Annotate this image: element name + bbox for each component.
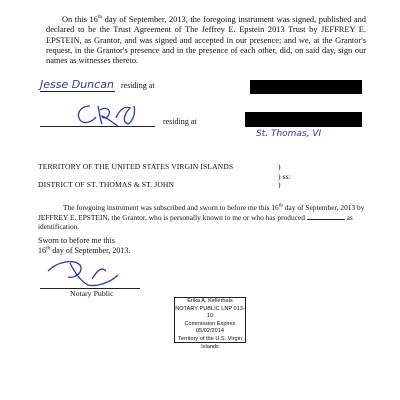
- jurat-sup: th: [278, 202, 283, 209]
- notary-stamp: [174, 297, 246, 350]
- witness-1-signature: Jesse Duncan: [40, 78, 114, 91]
- witness-2-signature-line: [40, 126, 155, 127]
- venue-paren-3: ): [278, 180, 281, 189]
- attestation-text-a: On this 16: [62, 15, 98, 24]
- jurat-text-b: day of September, 2013 by JEFFREY E. EPSTEIN, the Grantor, who is personally known to me or who has produced: [38, 203, 365, 222]
- attestation-text-b: day of September, 2013, the foregoing instrument was signed, published and declared to be the Trust Agreement of The Jeffrey E. Epstein 2013 Trust by JEFFREY E. EPSTEIN, as Grantor, and was signed and accepted in our presence; and we, at the Grantor's request, in the Grantor's presence and in the presence of each other, did, on said day, sign our names as witnesses thereto.: [46, 15, 366, 66]
- witness-1-residing-label: residing at: [121, 81, 155, 90]
- sworn-line-1: Sworn to before me this: [38, 236, 115, 245]
- jurat-paragraph: [38, 203, 368, 231]
- sworn-block: [38, 236, 130, 256]
- jurat-text-c: as identification.: [38, 213, 353, 231]
- notary-public-label: Notary Public: [70, 289, 114, 298]
- attestation-paragraph: [46, 15, 366, 66]
- witness-1-signature-line: [40, 91, 115, 92]
- stamp-expires: Commission Expires 05/02/2014: [184, 320, 236, 335]
- sworn-line-2-a: 16: [38, 246, 46, 255]
- notary-signature-mark: [40, 257, 140, 291]
- venue-ss: ) ss:: [278, 172, 291, 181]
- jurat-text-a: The foregoing instrument was subscribed and sworn to before me this 16: [63, 203, 279, 212]
- stamp-title: NOTARY PUBLIC LNP 013-10: [175, 305, 245, 320]
- witness-1-address-redaction: [250, 80, 362, 94]
- witness-2-handwritten-location: St. Thomas, VI: [256, 129, 322, 139]
- stamp-name: Erika A. Kellerhals: [187, 298, 233, 304]
- sworn-line-2: [38, 246, 130, 256]
- witness-2-residing-label: residing at: [163, 117, 197, 126]
- witness-2-address-redaction: [245, 112, 362, 127]
- venue-territory: TERRITORY OF THE UNITED STATES VIRGIN ISLANDS: [38, 162, 234, 171]
- identification-blank: [307, 212, 345, 220]
- attestation-sup: th: [97, 14, 103, 21]
- venue-district: DISTRICT OF ST. THOMAS & ST. JOHN: [38, 180, 175, 189]
- stamp-territory: Territory of the U.S. Virgin Islands: [178, 335, 242, 350]
- sworn-line-2-b: day of September, 2013.: [50, 246, 131, 255]
- venue-paren-1: ): [278, 162, 281, 171]
- sworn-line-2-sup: th: [46, 245, 51, 252]
